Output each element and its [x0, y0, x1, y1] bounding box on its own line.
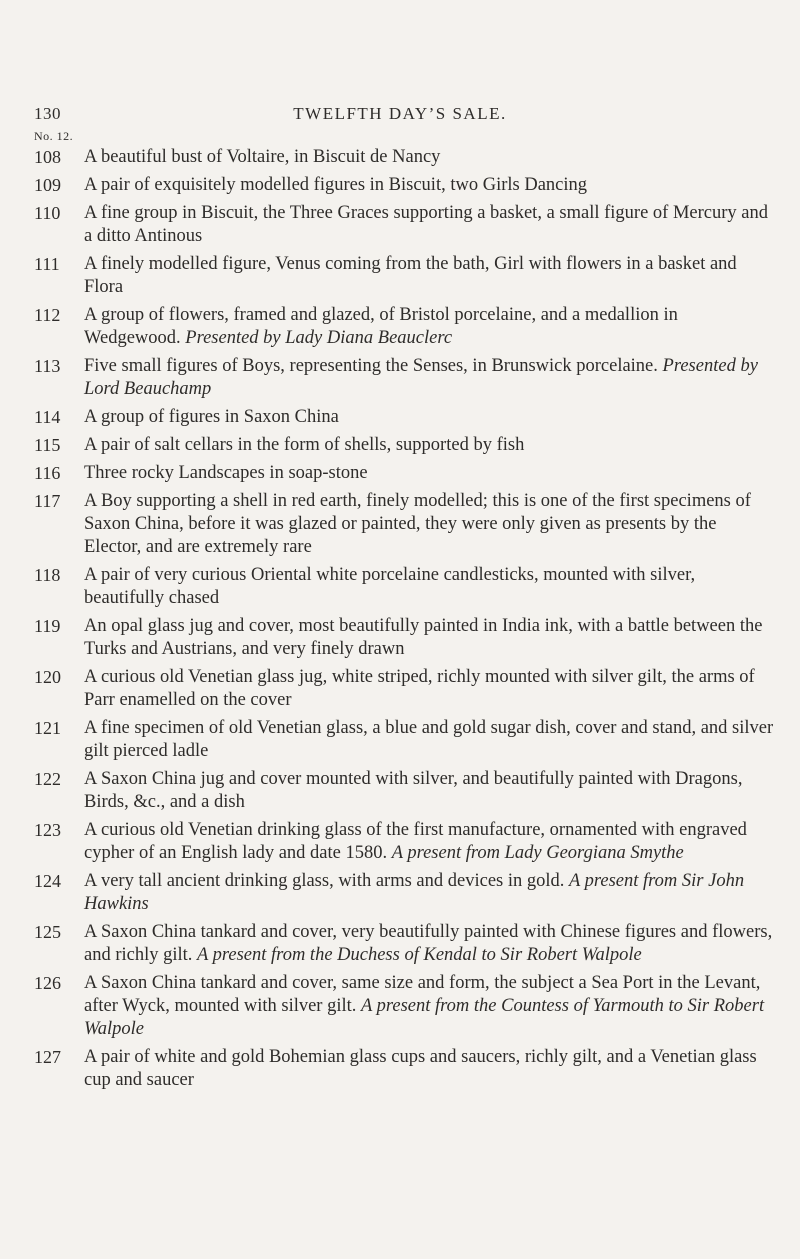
- lot-description: A group of figures in Saxon China: [84, 407, 339, 427]
- lot-entry-121: [34, 717, 774, 763]
- lot-number: 126: [34, 973, 61, 993]
- lot-description: A beautiful bust of Voltaire, in Biscuit de Nancy: [84, 147, 441, 167]
- lot-number: 109: [34, 175, 61, 195]
- lot-description: A curious old Venetian drinking glass of the first manufacture, ornamented with engraved cypher of an English lady and date 1580. A present from Lady Georgiana Smythe: [84, 820, 747, 863]
- lot-entry-108: [34, 146, 774, 169]
- lot-number: 124: [34, 871, 61, 891]
- lot-credit: A present from Sir John Hawkins: [84, 871, 745, 914]
- lot-entry-127: [34, 1046, 774, 1092]
- lot-description: A finely modelled figure, Venus coming from the bath, Girl with flowers in a basket and Flora: [84, 254, 737, 297]
- lot-description: A Boy supporting a shell in red earth, finely modelled; this is one of the first specimens of Saxon China, before it was glazed or painted, they were only given as presents by the Elector, and are extremely rare: [84, 491, 751, 557]
- lot-description: A curious old Venetian glass jug, white striped, richly mounted with silver gilt, the arms of Parr enamelled on the cover: [84, 667, 755, 710]
- lot-number: 120: [34, 667, 61, 687]
- lot-description: A pair of white and gold Bohemian glass cups and saucers, richly gilt, and a Venetian glass cup and saucer: [84, 1047, 757, 1090]
- lot-description: Three rocky Landscapes in soap-stone: [84, 463, 368, 483]
- lot-description: Five small figures of Boys, representing the Senses, in Brunswick porcelaine. Presented by Lord Beauchamp: [84, 356, 758, 399]
- page-number: 130: [34, 104, 61, 123]
- lot-description: A Saxon China tankard and cover, same size and form, the subject a Sea Port in the Levant, after Wyck, mounted with silver gilt. A present from the Countess of Yarmouth to Sir Robert Walpole: [84, 973, 765, 1039]
- lot-entry-110: [34, 202, 774, 248]
- lot-description: A pair of exquisitely modelled figures in Biscuit, two Girls Dancing: [84, 175, 588, 195]
- lot-number: 127: [34, 1047, 61, 1067]
- lot-description: A fine group in Biscuit, the Three Graces supporting a basket, a small figure of Mercury and a ditto Antinous: [84, 203, 768, 246]
- catalogue-number-label: No. 12.: [34, 129, 74, 143]
- lot-description: A pair of salt cellars in the form of shells, supported by fish: [84, 435, 525, 455]
- lot-number: 121: [34, 718, 61, 738]
- lot-number: 117: [34, 491, 61, 511]
- lot-description: A group of flowers, framed and glazed, of Bristol porcelaine, and a medallion in Wedgewood. Presented by Lady Diana Beauclerc: [84, 305, 678, 348]
- lot-entry-120: [34, 666, 774, 712]
- lot-description: A pair of very curious Oriental white porcelaine candlesticks, mounted with silver, beautifully chased: [84, 565, 696, 608]
- lot-description: An opal glass jug and cover, most beautifully painted in India ink, with a battle between the Turks and Austrians, and very finely drawn: [84, 616, 763, 659]
- lot-number: 115: [34, 435, 61, 455]
- lot-entry-118: [34, 564, 774, 610]
- lot-entry-123: [34, 819, 774, 865]
- lot-credit: A present from the Duchess of Kendal to Sir Robert Walpole: [197, 945, 642, 965]
- lot-entry-116: [34, 462, 774, 485]
- lot-number: 125: [34, 922, 61, 942]
- lot-description: A Saxon China tankard and cover, very beautifully painted with Chinese figures and flowers, and richly gilt. A present from the Duchess of Kendal to Sir Robert Walpole: [84, 922, 773, 965]
- lot-number: 116: [34, 463, 61, 483]
- lot-number: 122: [34, 769, 61, 789]
- lot-credit: Presented by Lord Beauchamp: [84, 356, 758, 399]
- lot-number: 119: [34, 616, 61, 636]
- lot-entry-115: [34, 434, 774, 457]
- lot-number: 118: [34, 565, 61, 585]
- lot-entry-119: [34, 615, 774, 661]
- lot-credit: A present from the Countess of Yarmouth to Sir Robert Walpole: [84, 996, 765, 1039]
- lot-entry-117: [34, 490, 774, 559]
- page-header: [34, 104, 766, 128]
- lot-number: 113: [34, 356, 61, 376]
- lot-credit: A present from Lady Georgiana Smythe: [391, 843, 684, 863]
- lot-entry-111: [34, 253, 774, 299]
- lot-credit: Presented by Lady Diana Beauclerc: [185, 328, 453, 348]
- lot-entry-126: [34, 972, 774, 1041]
- lot-number: 114: [34, 407, 61, 427]
- lot-entry-109: [34, 174, 774, 197]
- lot-number: 123: [34, 820, 61, 840]
- lot-number: 108: [34, 147, 61, 167]
- lot-description: A fine specimen of old Venetian glass, a blue and gold sugar dish, cover and stand, and silver gilt pierced ladle: [84, 718, 774, 761]
- lot-entry-124: [34, 870, 774, 916]
- lot-entry-122: [34, 768, 774, 814]
- lot-list: [34, 146, 774, 1097]
- lot-description: A Saxon China jug and cover mounted with silver, and beautifully painted with Dragons, Birds, &c., and a dish: [84, 769, 743, 812]
- lot-entry-114: [34, 406, 774, 429]
- lot-number: 112: [34, 305, 61, 325]
- lot-entry-113: [34, 355, 774, 401]
- lot-number: 110: [34, 203, 61, 223]
- lot-entry-125: [34, 921, 774, 967]
- lot-number: 111: [34, 254, 60, 274]
- lot-description: A very tall ancient drinking glass, with arms and devices in gold. A present from Sir John Hawkins: [84, 871, 745, 914]
- running-title: TWELFTH DAY’S SALE.: [293, 104, 507, 123]
- lot-entry-112: [34, 304, 774, 350]
